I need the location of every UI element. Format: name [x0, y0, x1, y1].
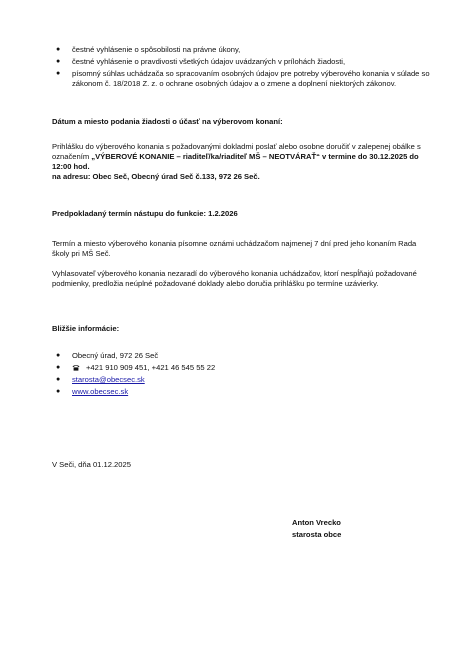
exclusion-paragraph: Vyhlasovateľ výberového konania nezaradí do výberového konania uchádzačov, ktorí nespĺňajú požadované podmienky, predložia neúplné požadované doklady alebo doručia prihlášku po termíne uzávierky. [52, 269, 417, 288]
deadline-date: 30.12.2025 do 12:00 hod. [52, 152, 419, 171]
selection-info-paragraph: Termín a miesto výberového konania písomne oznámi uchádzačom najmenej 7 dní pred jeho konaním Rada školy pri MŠ Seč. [52, 239, 417, 258]
signatory-name: Anton Vrecko [292, 518, 341, 527]
contact-heading: Bližšie informácie: [52, 324, 120, 333]
bullet-icon: ● [56, 388, 61, 395]
place-date: V Seči, dňa 01.12.2025 [52, 460, 131, 469]
bullet-icon: ● [56, 364, 61, 371]
website-link[interactable]: www.obecsec.sk [72, 387, 129, 396]
email-link[interactable]: starosta@obecsec.sk [72, 375, 145, 384]
deadline-text-mid: v termine do [319, 152, 370, 161]
telephone-icon [72, 364, 80, 371]
list-item [52, 387, 432, 397]
office-address: Obecný úrad, 972 26 Seč [72, 351, 159, 360]
list-item [52, 363, 432, 373]
list-item: ● čestné vyhlásenie o spôsobilosti na právne úkony, [56, 45, 241, 54]
deadline-paragraph [52, 142, 432, 182]
list-item [52, 351, 432, 361]
deadline-text: Prihlášku do výberového konania s požadovanými dokladmi poslať alebo osobne doručiť v zalepenej obálke s označením [52, 142, 421, 161]
requirements-list [52, 45, 432, 89]
bullet-icon: ● [56, 352, 61, 359]
list-item [52, 375, 432, 385]
bullet-icon: ● [56, 70, 61, 77]
start-date: Predpokladaný termín nástupu do funkcie: 1.2.2026 [52, 209, 238, 218]
bullet-icon: ● [56, 376, 61, 383]
bullet-icon: ● [56, 58, 61, 65]
deadline-heading: Dátum a miesto podania žiadosti o účasť na výberovom konaní: [52, 117, 283, 126]
contact-list [52, 351, 432, 397]
signature-block [292, 518, 341, 540]
list-item: ● čestné vyhlásenie o pravdivosti všetkých údajov uvádzaných v prílohách žiadosti, [56, 57, 346, 66]
envelope-marking: „VÝBEROVÉ KONANIE – riaditeľ/ka/riaditeľ MŠ – NEOTVÁRAŤ“ [91, 152, 320, 161]
phone-numbers: +421 910 909 451, +421 46 545 55 22 [86, 363, 216, 372]
list-item: ● písomný súhlas uchádzača so spracovaním osobných údajov pre potreby výberového konania v súlade so zákonom č. 18/2018 Z. z. o ochrane osobných údajov a o zmene a doplnení niektorých zákonov. [56, 69, 430, 88]
signatory-title: starosta obce [292, 530, 342, 539]
deadline-address: na adresu: Obec Seč, Obecný úrad Seč č.133, 972 26 Seč. [52, 172, 260, 181]
bullet-icon: ● [56, 46, 61, 53]
